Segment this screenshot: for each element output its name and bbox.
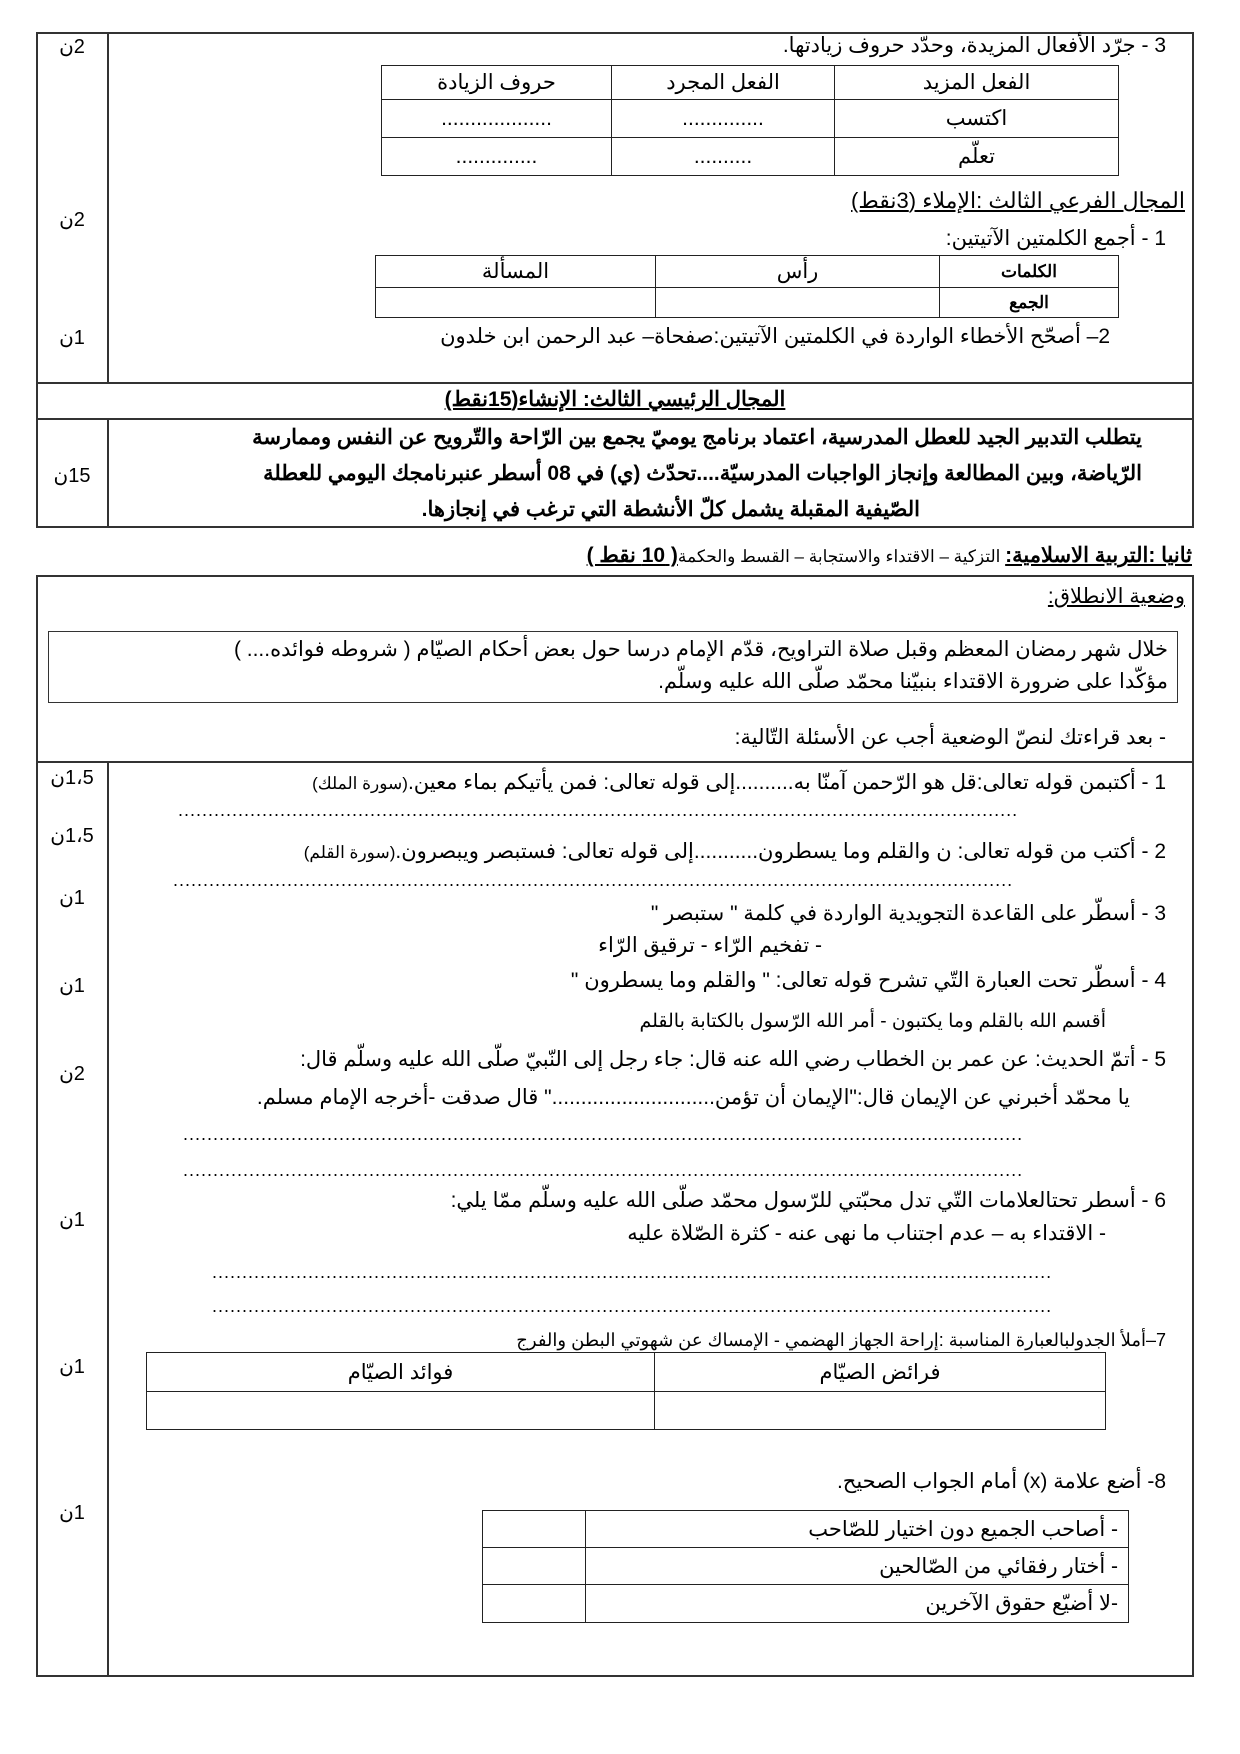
answer-cell[interactable]: .............. (612, 100, 835, 138)
table-cell: تعلّم (835, 138, 1119, 176)
divider (36, 761, 1194, 763)
question-5: 5 - أتمّ الحديث: عن عمر بن الخطاب رضي الله عنه قال: جاء رجل إلى النّبيّ صلّى الله عليه وسلّم قال: (300, 1048, 1166, 1071)
points-column-divider (107, 761, 109, 1677)
surah-source: (سورة القلم) (303, 843, 396, 862)
instruction: - بعد قراءتك لنصّ الوضعية أجب عن الأسئلة التّالية: (734, 726, 1166, 749)
islamic-points: ( 10 نقط ) (586, 544, 678, 567)
answer-cell[interactable] (376, 288, 656, 318)
choice-text: - أختار رفقائي من الصّالحين (586, 1548, 1129, 1585)
points-label: 1ن (59, 327, 85, 349)
choices-table (482, 1510, 1129, 1623)
points-label: 1ن (59, 1502, 85, 1524)
answer-line[interactable]: ............................................................................................................................................ (173, 870, 1014, 890)
header-cell: الفعل المجرد (612, 66, 835, 100)
question-2 (304, 838, 1166, 867)
points-column-divider (107, 32, 109, 384)
row-label: الكلمات (940, 256, 1119, 288)
choice-mark-cell[interactable] (483, 1548, 586, 1585)
word-cell: المسألة (376, 256, 656, 288)
verbs-table (381, 65, 1119, 176)
question-8: 8- أضع علامة (x) أمام الجواب الصحيح. (836, 1470, 1166, 1493)
surah-source: (سورة الملك) (312, 774, 408, 793)
header-cell: حروف الزيادة (382, 66, 612, 100)
question-text: 1 - أكتبمن قوله تعالى:قل هو الرّحمن آمنّا به..........إلى قوله تعالى: فمن يأتيكم بماء معين. (407, 771, 1166, 794)
answer-cell[interactable] (656, 288, 940, 318)
situation-title: وضعية الانطلاق: (1047, 585, 1185, 608)
points-label: 2ن (59, 36, 85, 58)
situation-line: خلال شهر رمضان المعظم وقبل صلاة التراويح، قدّم الإمام درسا حول بعض أحكام الصيّام ( شروطه فوائده.... ) (233, 638, 1168, 661)
question-text: 2 - أكتب من قوله تعالى: ن والقلم وما يسطرون...........إلى قوله تعالى: فستبصر ويبصرون. (395, 840, 1166, 863)
choice-text: - أصاحب الجميع دون اختيار للصّاحب (586, 1511, 1129, 1548)
question-3-options[interactable]: - تفخيم الرّاء - ترقيق الرّاء (598, 934, 822, 957)
question-1 (312, 769, 1166, 798)
question-3: 3 - أسطّر على القاعدة التجويدية الواردة في كلمة " ستبصر " (650, 902, 1166, 925)
word-cell: رأس (656, 256, 940, 288)
row-label: الجمع (940, 288, 1119, 318)
question-7: 7–أملأ الجدولبالعبارة المناسبة :إراحة الجهاز الهضمي - الإمساك عن شهوتي البطن والفرج (516, 1330, 1166, 1350)
composition-line: يتطلب التدبير الجيد للعطل المدرسية، اعتماد برنامج يوميّ يجمع بين الرّاحة والتّرويح عن النفس وممارسة (252, 426, 1142, 449)
table-cell: اكتسب (835, 100, 1119, 138)
choice-mark-cell[interactable] (483, 1585, 586, 1623)
composition-title: المجال الرئيسي الثالث: الإنشاء(15نقط) (444, 388, 786, 411)
fasting-table (146, 1352, 1106, 1430)
answer-line[interactable]: ............................................................................................................................................ (183, 1160, 1024, 1180)
dictation-title: المجال الفرعي الثالث :الإملاء (3نقط) (851, 188, 1185, 213)
answer-cell[interactable]: ................... (382, 100, 612, 138)
answer-line[interactable]: ............................................................................................................................................ (178, 800, 1019, 820)
islamic-title-label: ثانيا :التربية الاسلامية: (1005, 544, 1192, 567)
points-label: 1ن (59, 975, 85, 997)
dictation-question-2: 2– أصحّح الأخطاء الواردة في الكلمتين الآتيتين:صفحاة– عبد الرحمن ابن خلدون (440, 325, 1110, 348)
points-label: 2ن (59, 209, 85, 231)
plural-table (375, 255, 1119, 318)
header-cell: فرائض الصيّام (655, 1353, 1106, 1392)
choice-text: -لا أضيّع حقوق الآخرين (586, 1585, 1129, 1623)
points-label: 2ن (59, 1063, 85, 1085)
points-column-divider (107, 418, 109, 528)
question-6-options[interactable]: - الاقتداء به – عدم اجتناب ما نهى عنه - كثرة الصّلاة عليه (627, 1222, 1106, 1245)
answer-cell[interactable] (147, 1392, 655, 1430)
situation-line: مؤكّدا على ضرورة الاقتداء بنبيّنا محمّد صلّى الله عليه وسلّم. (658, 670, 1168, 693)
question-4-options[interactable]: أقسم الله بالقلم وما يكتبون - أمر الله الرّسول بالكتابة بالقلم (639, 1011, 1106, 1032)
dictation-question-1: 1 - أجمع الكلمتين الآتيتين: (945, 227, 1166, 250)
header-cell: الفعل المزيد (835, 66, 1119, 100)
points-label: 1ن (59, 1356, 85, 1378)
answer-line[interactable]: ............................................................................................................................................ (183, 1124, 1024, 1144)
question-5-hadith: يا محمّد أخبرني عن الإيمان قال:"الإيمان أن تؤمن............................" قال صدقت -أخرجه الإمام مسلم. (256, 1086, 1130, 1109)
answer-cell[interactable] (655, 1392, 1106, 1430)
composition-line: الرّياضة، وبين المطالعة وإنجاز الواجبات المدرسيّة....تحدّث (ي) في 08 أسطر عنبرنامجك اليومي للعطلة (263, 462, 1142, 485)
composition-line: الصّيفية المقبلة يشمل كلّ الأنشطة التي ترغب في إنجازها. (421, 498, 920, 521)
points-label: 1،5ن (50, 825, 94, 847)
answer-line[interactable]: ............................................................................................................................................ (212, 1296, 1053, 1316)
question-6: 6 - أسطر تحتالعلامات التّي تدل محبّتي للرّسول محمّد صلّى الله عليه وسلّم ممّا يلي: (450, 1189, 1166, 1212)
grammar-question-3: 3 - جرّد الأفعال المزيدة، وحدّد حروف زيادتها. (782, 34, 1166, 57)
answer-cell[interactable]: .............. (382, 138, 612, 176)
islamic-units: التزكية – الاقتداء والاستجابة – القسط والحكمة (677, 547, 1006, 566)
points-label: 15ن (53, 465, 91, 487)
answer-line[interactable]: ............................................................................................................................................ (212, 1262, 1053, 1282)
header-cell: فوائد الصيّام (147, 1353, 655, 1392)
question-4: 4 - أسطّر تحت العبارة التّي تشرح قوله تعالى: " والقلم وما يسطرون " (570, 969, 1166, 992)
answer-cell[interactable]: .......... (612, 138, 835, 176)
islamic-title (587, 542, 1192, 571)
choice-mark-cell[interactable] (483, 1511, 586, 1548)
points-label: 1ن (59, 887, 85, 909)
points-label: 1ن (59, 1209, 85, 1231)
points-label: 1،5ن (50, 767, 94, 789)
